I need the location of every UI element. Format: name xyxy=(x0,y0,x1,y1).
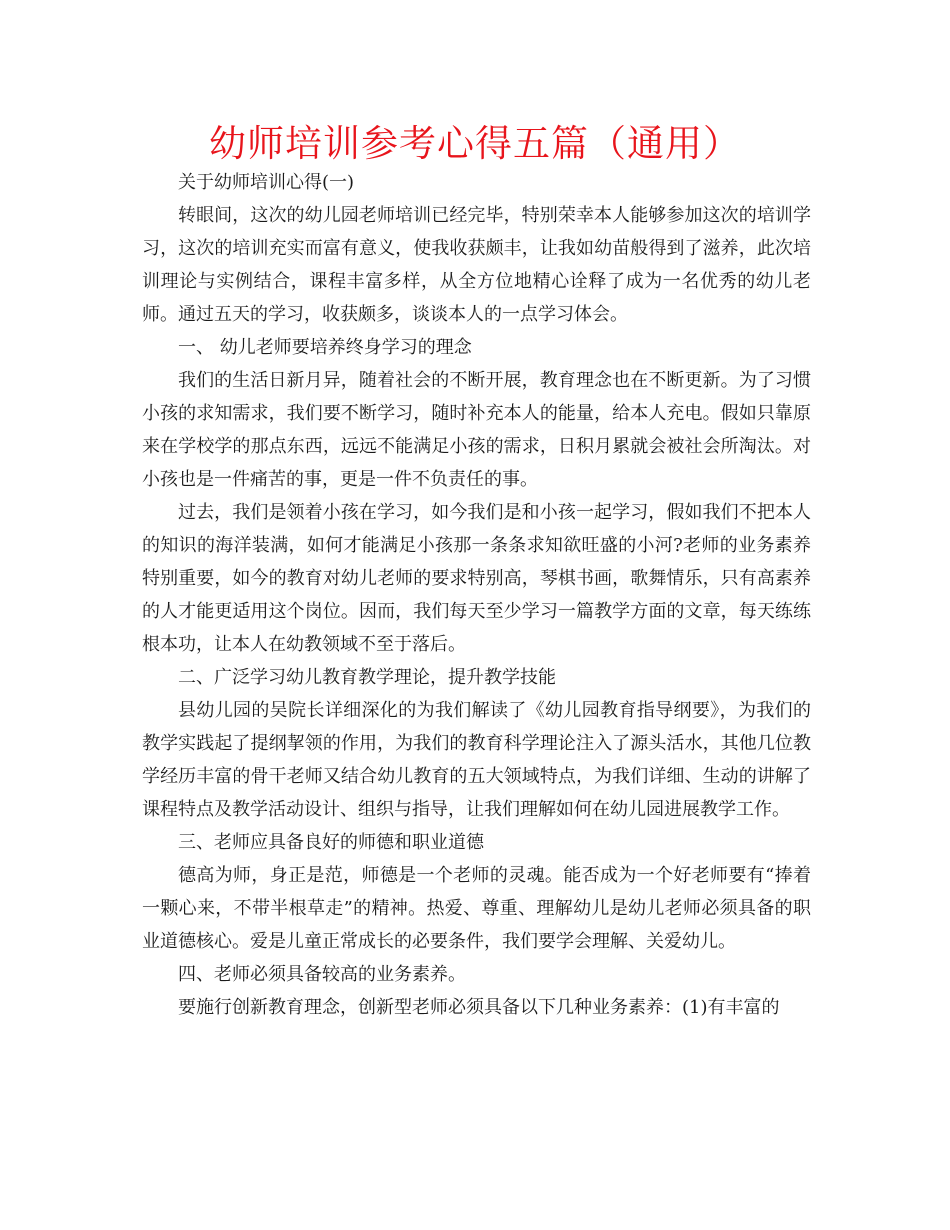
body-paragraph: 德高为师，身正是范，师德是一个老师的灵魂。能否成为一个好老师要有“捧着一颗心来，不带半根草走”的精神。热爱、尊重、理解幼儿是幼儿老师必须具备的职业道德核心。爱是儿童正常成长的必要条件，我们要学会理解、关爱幼儿。 xyxy=(142,865,811,952)
body-paragraph: 转眼间，这次的幼儿园老师培训已经完毕，特别荣幸本人能够参加这次的培训学习，这次的培训充实而富有意义，使我收获颇丰，让我如幼苗般得到了滋养，此次培训理论与实例结合，课程丰富多样，从全方位地精心诠释了成为一名优秀的幼儿老师。通过五天的学习，收获颇多，谈谈本人的一点学习体会。 xyxy=(142,205,811,325)
body-paragraph: 过去，我们是领着小孩在学习，如今我们是和小孩一起学习，假如我们不把本人的知识的海洋装满，如何才能满足小孩那一条条求知欲旺盛的小河?老师的业务素养特别重要，如今的教育对幼儿老师的要求特别高，琴棋书画，歌舞情乐，只有高素养的人才能更适用这个岗位。因而，我们每天至少学习一篇教学方面的文章，每天练练根本功，让本人在幼教领域不至于落后。 xyxy=(142,502,811,655)
document-title: 幼师培训参考心得五篇（通用） xyxy=(209,122,741,165)
body-paragraph: 县幼儿园的吴院长详细深化的为我们解读了《幼儿园教育指导纲要》，为我们的教学实践起了提纲挈领的作用，为我们的教育科学理论注入了源头活水，其他几位教学经历丰富的骨干老师又结合幼儿教育的五大领域特点，为我们详细、生动的讲解了课程特点及教学活动设计、组织与指导，让我们理解如何在幼儿园进展教学工作。 xyxy=(142,700,811,820)
section-heading-3: 三、老师应具备良好的师德和职业道德 xyxy=(178,832,484,853)
section-heading-2: 二、广泛学习幼儿教育教学理论，提升教学技能 xyxy=(178,667,556,688)
subheading-first-essay: 关于幼师培训心得(一) xyxy=(178,172,355,193)
document-body xyxy=(142,166,811,1024)
section-heading-1: 一、 幼儿老师要培养终身学习的理念 xyxy=(178,337,472,358)
body-paragraph: 要施行创新教育理念，创新型老师必须具备以下几种业务素养：(1)有丰富的 xyxy=(178,997,780,1018)
section-heading-4: 四、老师必须具备较高的业务素养。 xyxy=(178,964,466,985)
body-paragraph: 我们的生活日新月异，随着社会的不断开展，教育理念也在不断更新。为了习惯小孩的求知需求，我们要不断学习，随时补充本人的能量，给本人充电。假如只靠原来在学校学的那点东西，远远不能满足小孩的需求，日积月累就会被社会所淘汰。对小孩也是一件痛苦的事，更是一件不负责任的事。 xyxy=(142,370,811,490)
